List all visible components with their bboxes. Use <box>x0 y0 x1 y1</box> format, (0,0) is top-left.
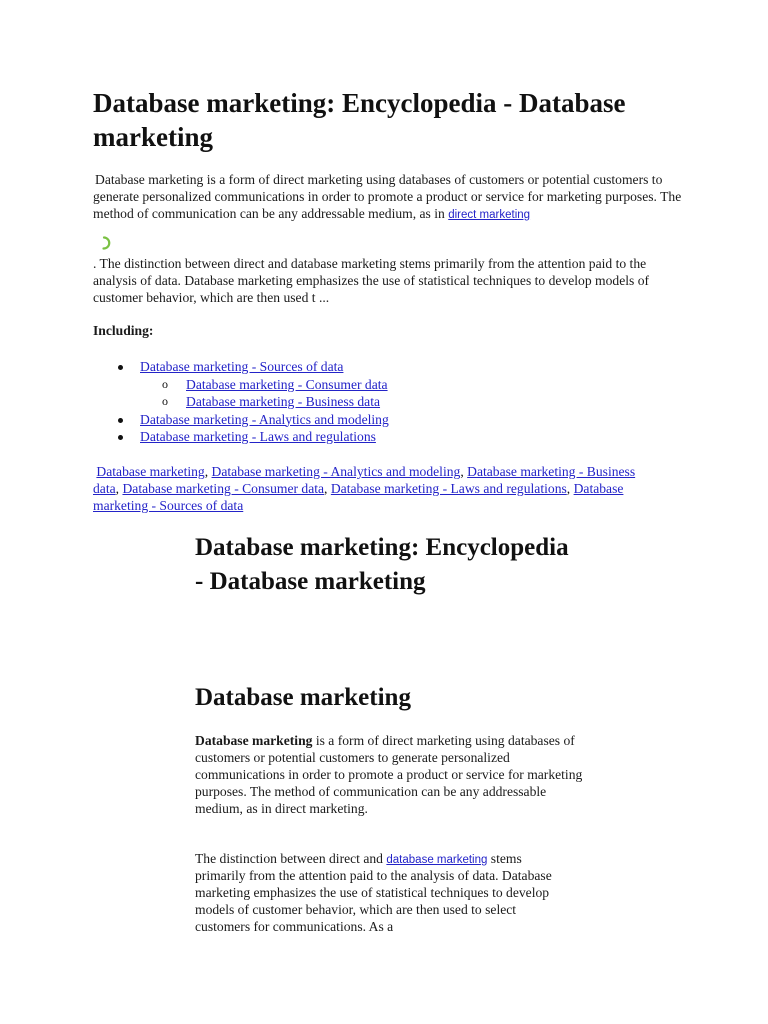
paragraph-text: The distinction between direct and <box>195 851 387 866</box>
toc-item <box>93 428 389 446</box>
toc-link-sources-of-data[interactable]: Database marketing - Sources of data <box>140 359 344 374</box>
separator: , <box>460 464 464 479</box>
toc-item <box>93 358 389 376</box>
article-paragraph-2 <box>195 850 565 935</box>
related-link-laws-and-regulations[interactable]: Database marketing - Laws and regulations <box>330 481 567 496</box>
article-title: Database marketing: Encyclopedia - Database marketing <box>195 534 569 595</box>
related-link-sources-of-data[interactable]: Database marketing - Sources of data <box>93 481 624 513</box>
toc-link-laws-and-regulations[interactable]: Database marketing - Laws and regulations <box>140 429 376 444</box>
toc-subitem <box>93 376 389 394</box>
toc-link-business-data[interactable]: Database marketing - Business data <box>186 394 381 409</box>
related-link-analytics-and-modeling[interactable]: Database marketing - Analytics and modeling <box>211 464 461 479</box>
direct-marketing-link[interactable]: direct marketing <box>448 208 531 221</box>
distinction-paragraph: . The distinction between direct and database marketing stems primarily from the attention paid to the analysis of data. Database marketing emphasizes the use of statistical techniques to develop models of customer behavior, which are then used t ... <box>93 256 650 305</box>
toc-list <box>93 358 389 446</box>
intro-paragraph <box>93 172 683 222</box>
including-label: Including: <box>93 323 154 338</box>
separator: , <box>204 464 209 479</box>
intro-text: Database marketing is a form of direct marketing using databases of customers or potential customers to generate personalized communications in order to promote a product or service for marketing purposes. The method of communication can be any addressable medium, as in <box>93 172 682 221</box>
toc-subitem <box>93 393 389 411</box>
loading-spinner-icon <box>100 236 114 250</box>
related-link-consumer-data[interactable]: Database marketing - Consumer data <box>122 481 325 496</box>
page-title: Database marketing: Encyclopedia - Database marketing <box>93 88 626 152</box>
bold-term: Database marketing <box>195 733 313 748</box>
related-link-business-data[interactable]: Database marketing - Business data <box>93 464 636 496</box>
section-heading: Database marketing <box>195 684 411 711</box>
toc-link-analytics-and-modeling[interactable]: Database marketing - Analytics and modeling <box>140 411 389 427</box>
toc-item <box>93 411 389 429</box>
separator: , <box>324 481 328 496</box>
paragraph-text: stems primarily from the attention paid to the analysis of data. Database marketing emphasizes the use of statistical techniques to develop models of customer behavior, which are then used to select customers for communications. As a <box>195 851 552 934</box>
article-paragraph-1 <box>195 732 590 817</box>
database-marketing-link[interactable]: database marketing <box>386 854 488 866</box>
separator: , <box>115 481 120 496</box>
related-links <box>93 463 653 514</box>
separator: , <box>566 481 571 496</box>
toc-link-consumer-data[interactable]: Database marketing - Consumer data <box>186 376 388 392</box>
related-link-database-marketing[interactable]: Database marketing <box>96 464 205 479</box>
paragraph-text: is a form of direct marketing using databases of customers or potential customers to generate personalized communications in order to promote a product or service for marketing purposes. The method of communication can be any addressable medium, as in direct marketing. <box>195 733 583 816</box>
